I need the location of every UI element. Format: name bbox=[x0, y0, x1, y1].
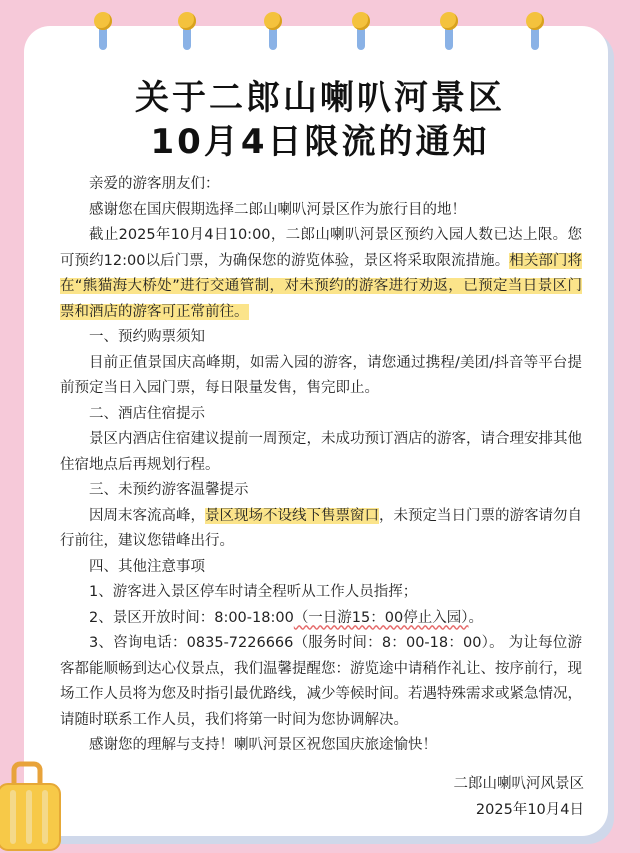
binder-ring-icon bbox=[440, 12, 458, 52]
traffic-control-highlight: 相关部门将在“熊猫海大桥处”进行交通管制，对未预约的游客进行劝返，已预定当日景区门票和酒店的游客可正常前往。 bbox=[60, 252, 582, 320]
item-contact: 3、咨询电话：0835-7226666（服务时间：8：00-18：00）。 为让每位游客都能顺畅到达心仪景点，我们温馨提醒您：游览途中请稍作礼让、按序前行，现场工作人员将为您及时指引最优路线，减少等候时间。若遇特殊需求或紧急情况，请随时联系工作人员，我们将第一时间为您协调解决。 bbox=[60, 635, 582, 728]
closing-thanks: 感谢您的理解与支持！喇叭河景区祝您国庆旅途愉快！ bbox=[89, 737, 437, 753]
section-other-title: 四、其他注意事项 bbox=[89, 558, 205, 575]
reminder-text-a: 因周末客流高峰， bbox=[89, 507, 205, 524]
paragraph-limit bbox=[60, 223, 582, 325]
binder-ring-icon bbox=[352, 12, 370, 52]
opening-hours-text: 2、景区开放时间：8:00-18:00 bbox=[89, 609, 294, 626]
binder-ring-icon bbox=[178, 12, 196, 52]
suitcase-icon bbox=[0, 758, 66, 853]
notice-title-line1: 关于二郎山喇叭河景区 bbox=[135, 78, 505, 118]
section-hotel-title: 二、酒店住宿提示 bbox=[89, 405, 205, 422]
binder-ring-icon bbox=[94, 12, 112, 52]
signature: 二郎山喇叭河风景区 bbox=[453, 776, 584, 792]
greeting: 亲爱的游客朋友们： bbox=[89, 176, 220, 192]
notice-date: 2025年10月4日 bbox=[475, 802, 584, 818]
section-reminder-body bbox=[60, 504, 582, 555]
item-parking: 1、游客进入景区停车时请全程听从工作人员指挥； bbox=[89, 584, 418, 600]
section-reminder-title: 三、未预约游客温馨提示 bbox=[89, 482, 249, 498]
item-opening-hours bbox=[60, 606, 582, 632]
thanks-intro: 感谢您在国庆假期选择二郎山喇叭河景区作为旅行目的地！ bbox=[89, 201, 466, 218]
section-ticket-body: 目前正值景国庆高峰期，如需入园的游客，请您通过携程/美团/抖音等平台提前预定当日入园门票，每日限量发售，售完即止。 bbox=[60, 354, 582, 396]
reminder-text-b: ，未预定当日门票的游客请勿自行前往，建议您错峰出行。 bbox=[60, 507, 582, 549]
day-trip-note: （一日游15：00停止入园） bbox=[293, 609, 469, 626]
section-hotel-body: 景区内酒店住宿建议提前一周预定，未成功预订酒店的游客，请合理安排其他住宿地点后再规划行程。 bbox=[60, 431, 582, 473]
section-ticket-title: 一、预约购票须知 bbox=[89, 329, 205, 345]
notice-body bbox=[60, 172, 582, 759]
binder-ring-icon bbox=[526, 12, 544, 52]
no-ticket-window-highlight: 景区现场不设线下售票窗口 bbox=[205, 507, 379, 524]
notice-title-line2: 10月4日限流的通知 bbox=[150, 122, 490, 162]
limit-text: 截止2025年10月4日10:00，二郎山喇叭河景区预约入园人数已达上限。您可预约12:00以后门票，为确保您的游览体验，景区将采取限流措施。 bbox=[60, 227, 582, 269]
opening-hours-end: 。 bbox=[468, 609, 483, 626]
binder-ring-icon bbox=[264, 12, 282, 52]
